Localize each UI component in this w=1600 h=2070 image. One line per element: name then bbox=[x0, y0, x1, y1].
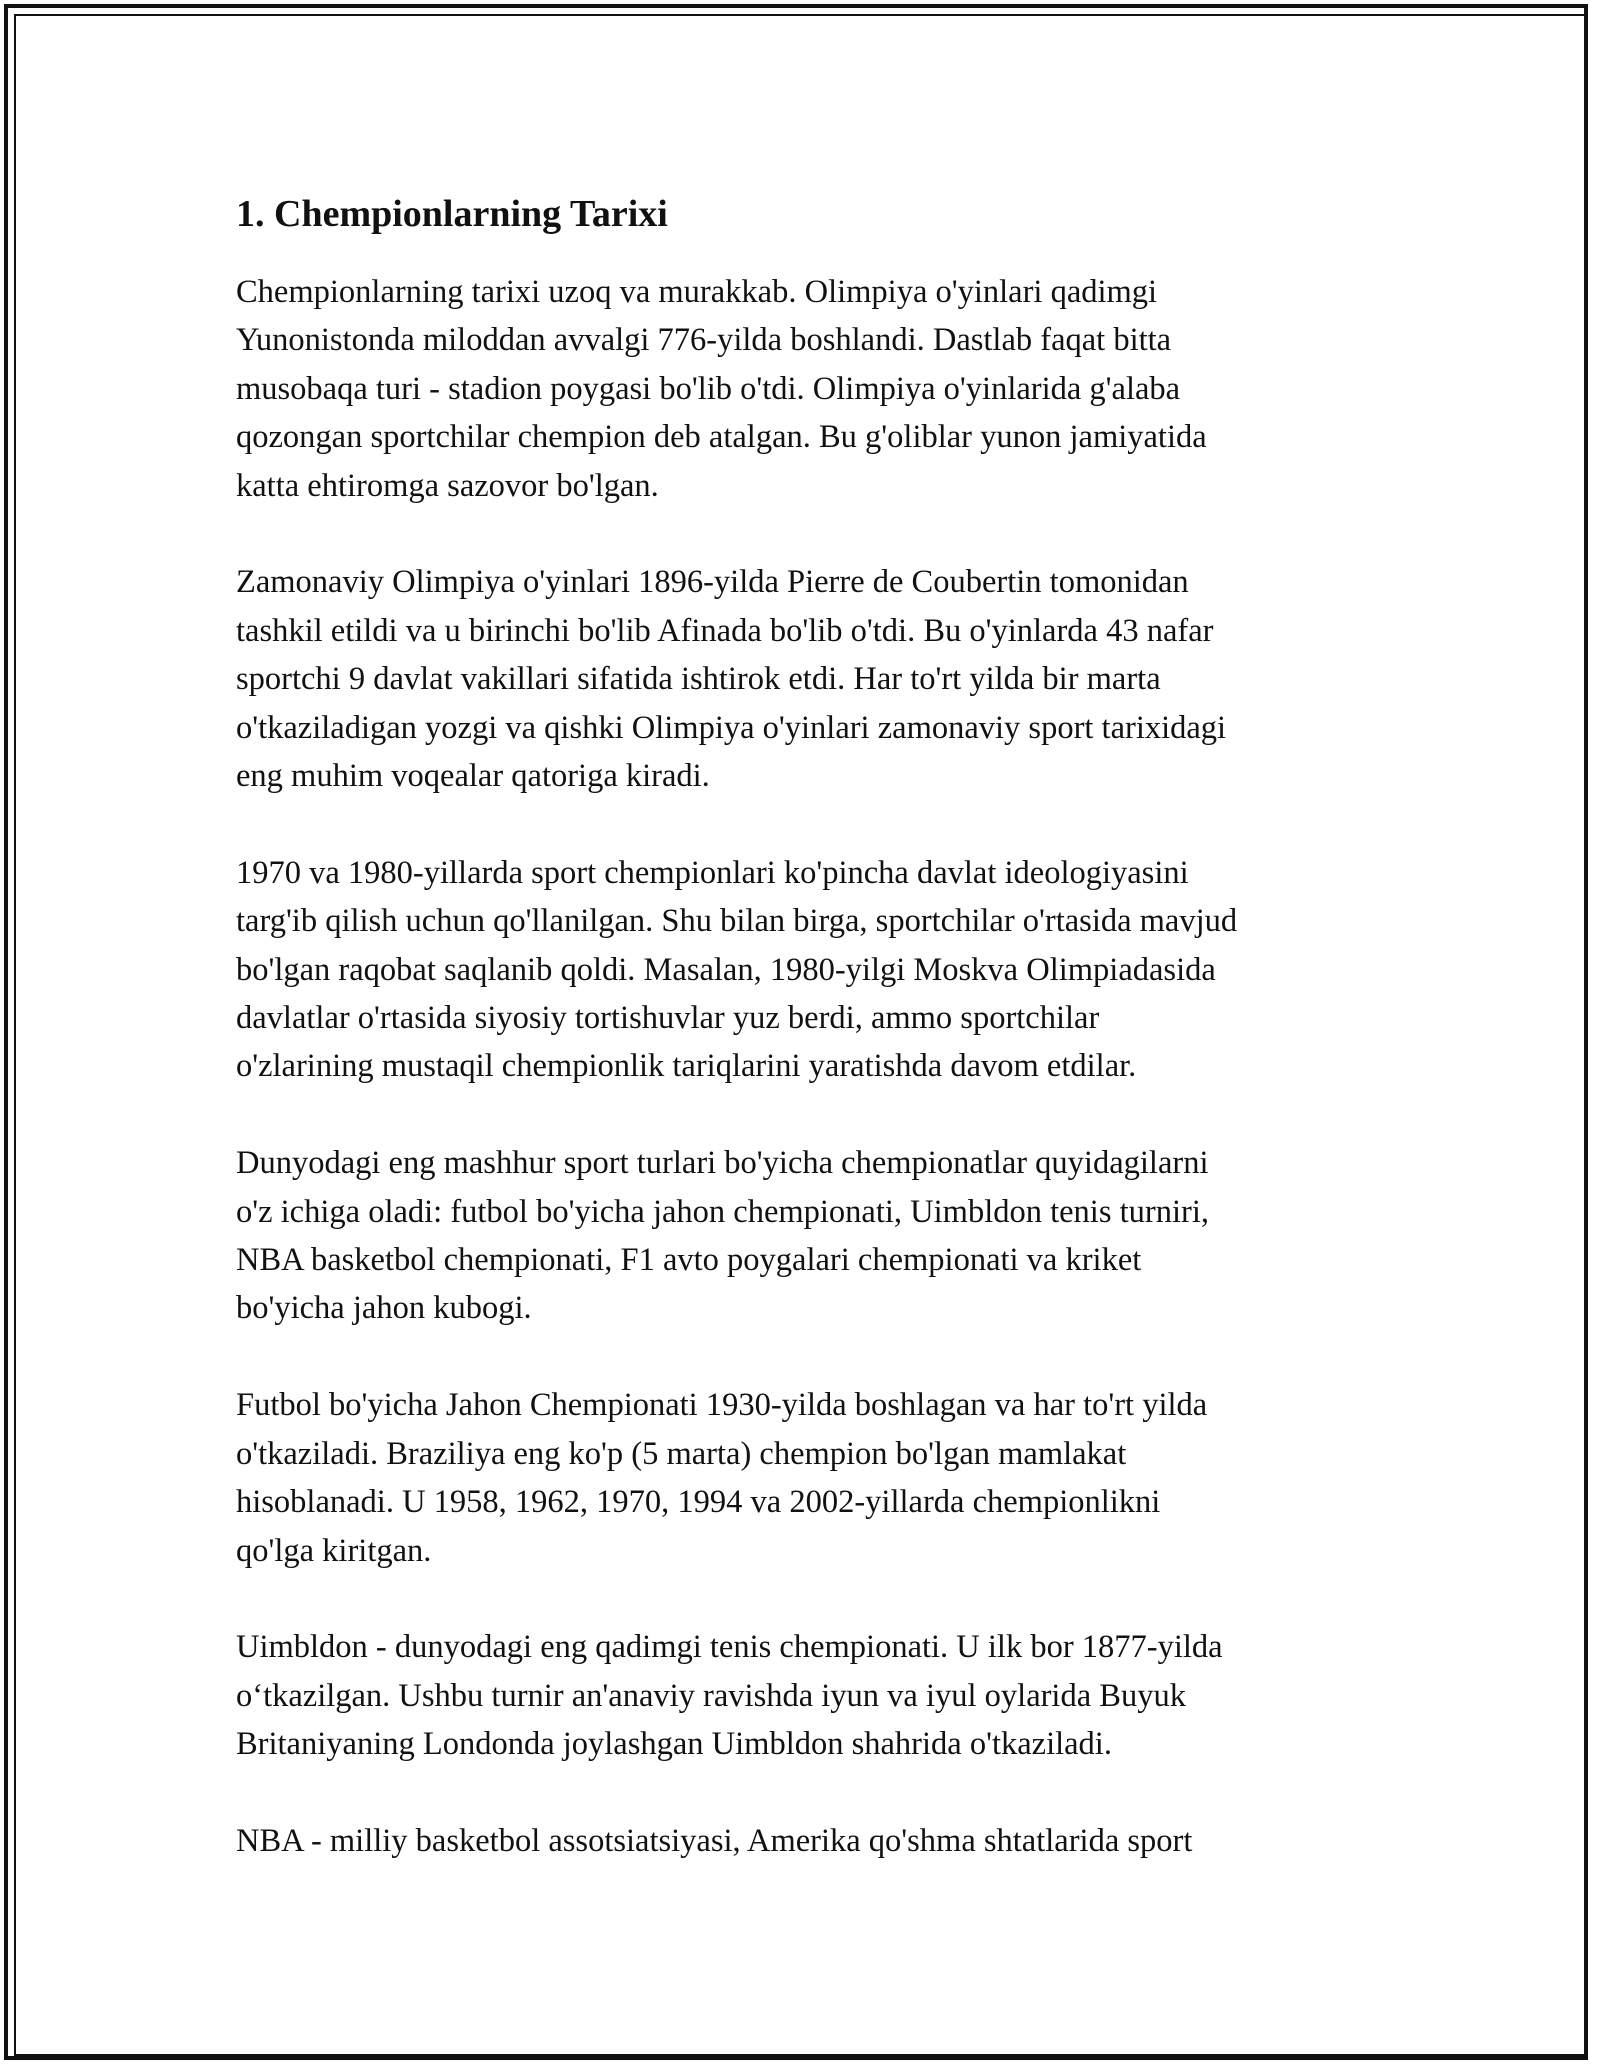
text-line: o'tkaziladigan yozgi va qishki Olimpiya o'yinlari zamonaviy sport tarixidagi bbox=[236, 709, 1227, 746]
text-line: NBA - milliy basketbol assotsiatsiyasi, Amerika qo'shma shtatlarida sport bbox=[236, 1822, 1193, 1859]
text-line: sportchi 9 davlat vakillari sifatida ishtirok etdi. Har to'rt yilda bir marta bbox=[236, 661, 1161, 698]
paragraph-modern-olympics bbox=[236, 558, 1386, 800]
document-body bbox=[236, 186, 1386, 1914]
text-line: tashkil etildi va u birinchi bo'lib Afinada bo'lib o'tdi. Bu o'yinlarda 43 nafar bbox=[236, 612, 1214, 649]
text-line: bo'yicha jahon kubogi. bbox=[236, 1290, 532, 1327]
text-line: Uimbldon - dunyodagi eng qadimgi tenis chempionati. U ilk bor 1877-yilda bbox=[236, 1629, 1223, 1666]
paragraph-famous-championships bbox=[236, 1139, 1386, 1333]
paragraph-olympic-origins bbox=[236, 268, 1386, 510]
text-line: Dunyodagi eng mashhur sport turlari bo'yicha chempionatlar quyidagilarni bbox=[236, 1145, 1209, 1182]
text-line: o'zlarining mustaqil chempionlik tariqlarini yaratishda davom etdilar. bbox=[236, 1048, 1137, 1085]
text-line: eng muhim voqealar qatoriga kiradi. bbox=[236, 758, 710, 795]
text-line: hisoblanadi. U 1958, 1962, 1970, 1994 va 2002-yillarda chempionlikni bbox=[236, 1484, 1161, 1521]
text-line: katta ehtiromga sazovor bo'lgan. bbox=[236, 467, 659, 504]
text-line: o'tkaziladi. Braziliya eng ko'p (5 marta) chempion bo'lgan mamlakat bbox=[236, 1435, 1127, 1472]
text-line: qozongan sportchilar chempion deb atalgan. Bu g'oliblar yunon jamiyatida bbox=[236, 419, 1207, 456]
text-line: qo'lga kiritgan. bbox=[236, 1532, 432, 1569]
paragraph-nba bbox=[236, 1817, 1386, 1865]
text-line: Yunonistonda miloddan avvalgi 776-yilda boshlandi. Dastlab faqat bitta bbox=[236, 322, 1172, 359]
text-line: NBA basketbol chempionati, F1 avto poygalari chempionati va kriket bbox=[236, 1242, 1142, 1279]
text-line: Futbol bo'yicha Jahon Chempionati 1930-yilda boshlagan va har to'rt yilda bbox=[236, 1387, 1208, 1424]
text-line: 1970 va 1980-yillarda sport chempionlari ko'pincha davlat ideologiyasini bbox=[236, 854, 1189, 891]
text-line: Chempionlarning tarixi uzoq va murakkab. Olimpiya o'yinlari qadimgi bbox=[236, 274, 1158, 310]
text-line: o‘tkazilgan. Ushbu turnir an'anaviy ravishda iyun va iyul oylarida Buyuk bbox=[236, 1677, 1186, 1714]
text-line: o'z ichiga oladi: futbol bo'yicha jahon chempionati, Uimbldon tenis turniri, bbox=[236, 1193, 1209, 1230]
text-line: musobaqa turi - stadion poygasi bo'lib o'tdi. Olimpiya o'yinlarida g'alaba bbox=[236, 370, 1181, 407]
text-line: Zamonaviy Olimpiya o'yinlari 1896-yilda Pierre de Coubertin tomonidan bbox=[236, 564, 1189, 601]
text-line: davlatlar o'rtasida siyosiy tortishuvlar yuz berdi, ammo sportchilar bbox=[236, 1000, 1100, 1037]
paragraph-wimbledon bbox=[236, 1623, 1386, 1768]
text-line: bo'lgan raqobat saqlanib qoldi. Masalan, 1980-yilgi Moskva Olimpiadasida bbox=[236, 951, 1216, 988]
text-line: targ'ib qilish uchun qo'llanilgan. Shu bilan birga, sportchilar o'rtasida mavjud bbox=[236, 903, 1238, 940]
paragraph-football-world-cup bbox=[236, 1381, 1386, 1575]
text-line: Britaniyaning Londonda joylashgan Uimbldon shahrida o'tkaziladi. bbox=[236, 1726, 1112, 1763]
document-title: 1. Chempionlarning Tarixi bbox=[236, 193, 668, 235]
paragraph-1970s-1980s bbox=[236, 849, 1386, 1091]
